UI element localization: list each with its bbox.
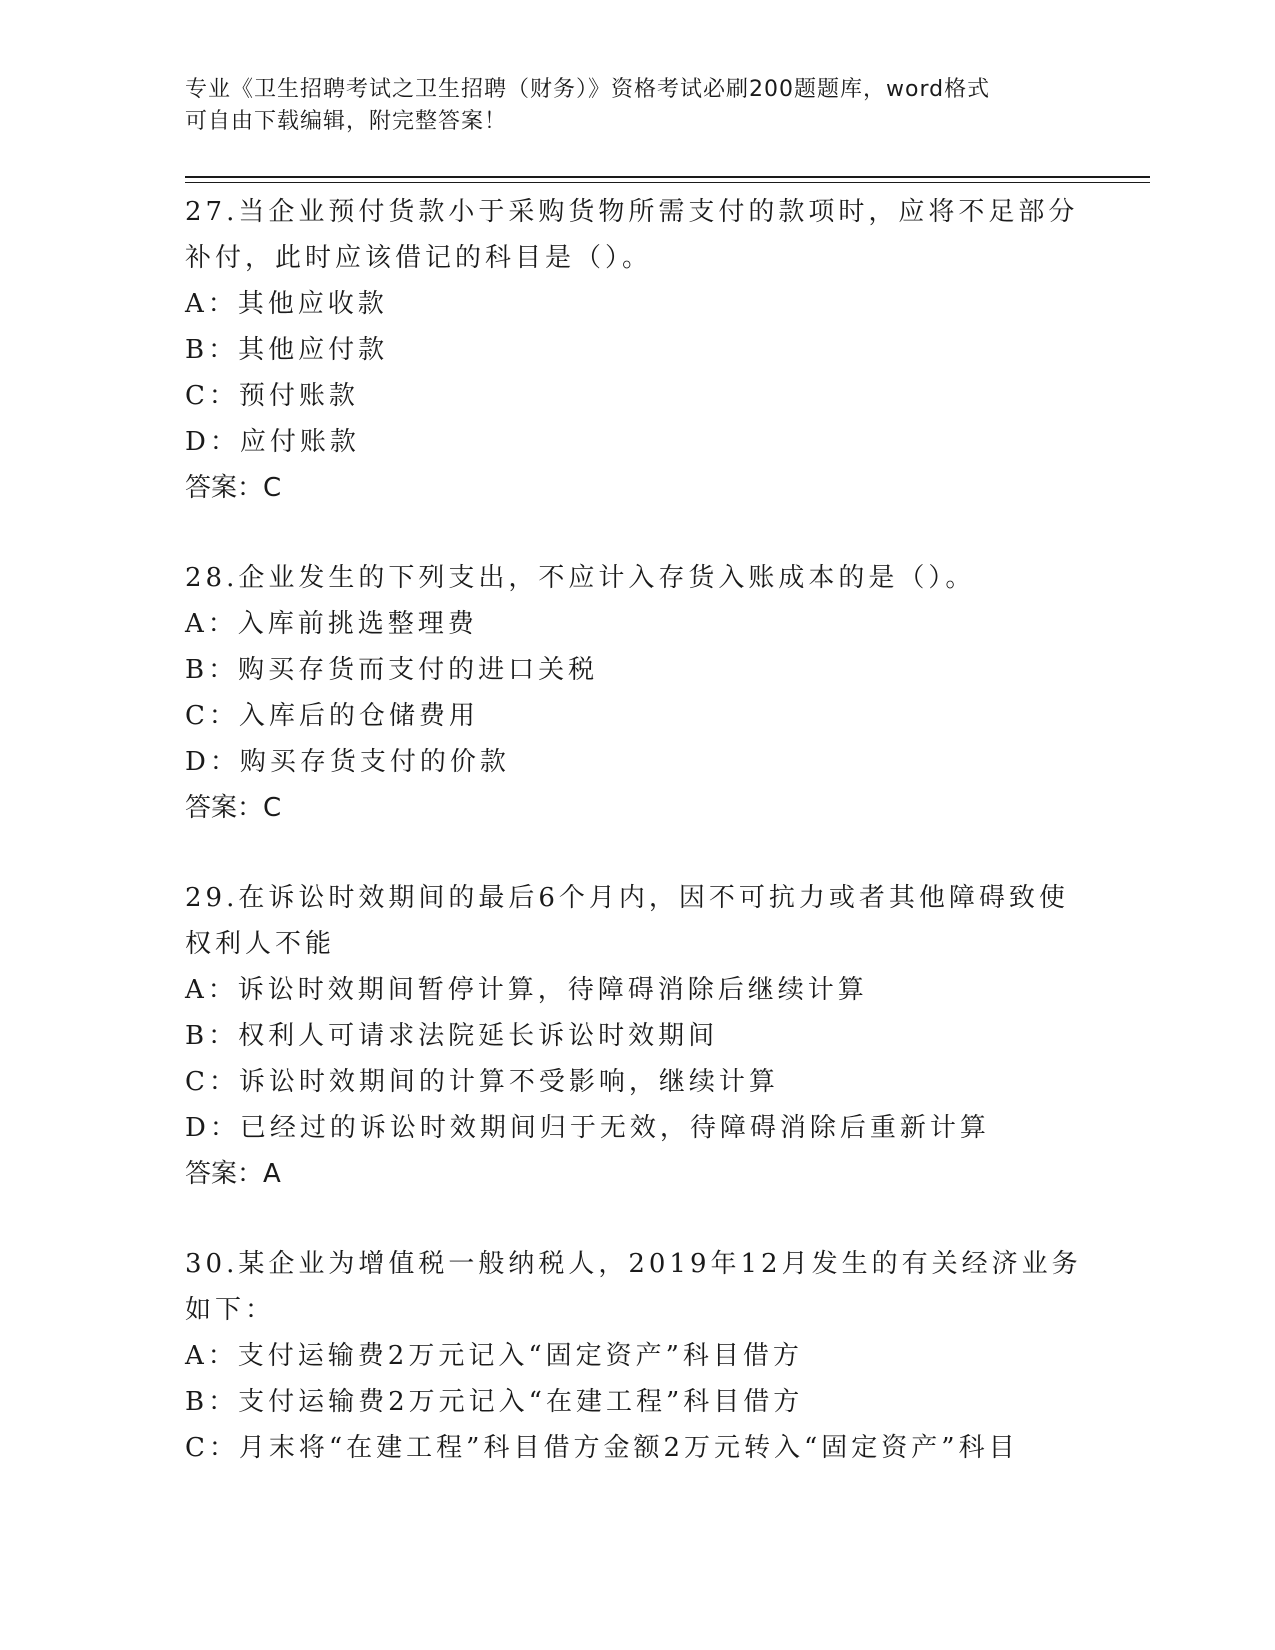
answer-value: A <box>263 1159 281 1189</box>
header-line-2: 可自由下载编辑，附完整答案！ <box>185 109 508 134</box>
answer-label: 答案： <box>185 473 264 503</box>
option-b: B：其他应付款 <box>185 335 389 365</box>
question-28 <box>185 555 1085 831</box>
document-header <box>185 74 1085 138</box>
question-stem: 28.企业发生的下列支出，不应计入存货入账成本的是（）。 <box>185 563 976 593</box>
header-divider-thick <box>185 176 1150 178</box>
answer-line <box>185 1151 1085 1197</box>
question-30 <box>185 1241 1085 1471</box>
option-d: D：购买存货支付的价款 <box>185 747 510 777</box>
question-list <box>185 189 1085 1515</box>
answer-line <box>185 785 1085 831</box>
option-b: B：支付运输费2万元记入“在建工程”科目借方 <box>185 1387 804 1417</box>
question-stem: 27.当企业预付货款小于采购货物所需支付的款项时，应将不足部分补付，此时应该借记的科目是（）。 <box>185 197 1079 273</box>
answer-label: 答案： <box>185 793 264 823</box>
option-a: A：入库前挑选整理费 <box>185 609 478 639</box>
option-d: D：已经过的诉讼时效期间归于无效，待障碍消除后重新计算 <box>185 1113 990 1143</box>
option-b: B：权利人可请求法院延长诉讼时效期间 <box>185 1021 719 1051</box>
answer-value: C <box>263 473 282 503</box>
question-27 <box>185 189 1085 511</box>
question-stem: 30.某企业为增值税一般纳税人，2019年12月发生的有关经济业务如下： <box>185 1249 1082 1325</box>
answer-label: 答案： <box>185 1159 264 1189</box>
question-stem: 29.在诉讼时效期间的最后6个月内，因不可抗力或者其他障碍致使权利人不能 <box>185 883 1069 959</box>
header-divider-thin <box>185 182 1150 183</box>
option-c: C：月末将“在建工程”科目借方金额2万元转入“固定资产”科目 <box>185 1433 1019 1463</box>
option-a: A：支付运输费2万元记入“固定资产”科目借方 <box>185 1341 803 1371</box>
option-c: C：预付账款 <box>185 381 359 411</box>
option-c: C：入库后的仓储费用 <box>185 701 479 731</box>
answer-value: C <box>263 793 282 823</box>
option-c: C：诉讼时效期间的计算不受影响，继续计算 <box>185 1067 779 1097</box>
header-line-1: 专业《卫生招聘考试之卫生招聘（财务）》资格考试必刷200题题库，word格式 <box>185 77 991 102</box>
question-29 <box>185 875 1085 1197</box>
option-b: B：购买存货而支付的进口关税 <box>185 655 599 685</box>
option-d: D：应付账款 <box>185 427 360 457</box>
option-a: A：其他应收款 <box>185 289 388 319</box>
option-a: A：诉讼时效期间暂停计算，待障碍消除后继续计算 <box>185 975 868 1005</box>
answer-line <box>185 465 1085 511</box>
